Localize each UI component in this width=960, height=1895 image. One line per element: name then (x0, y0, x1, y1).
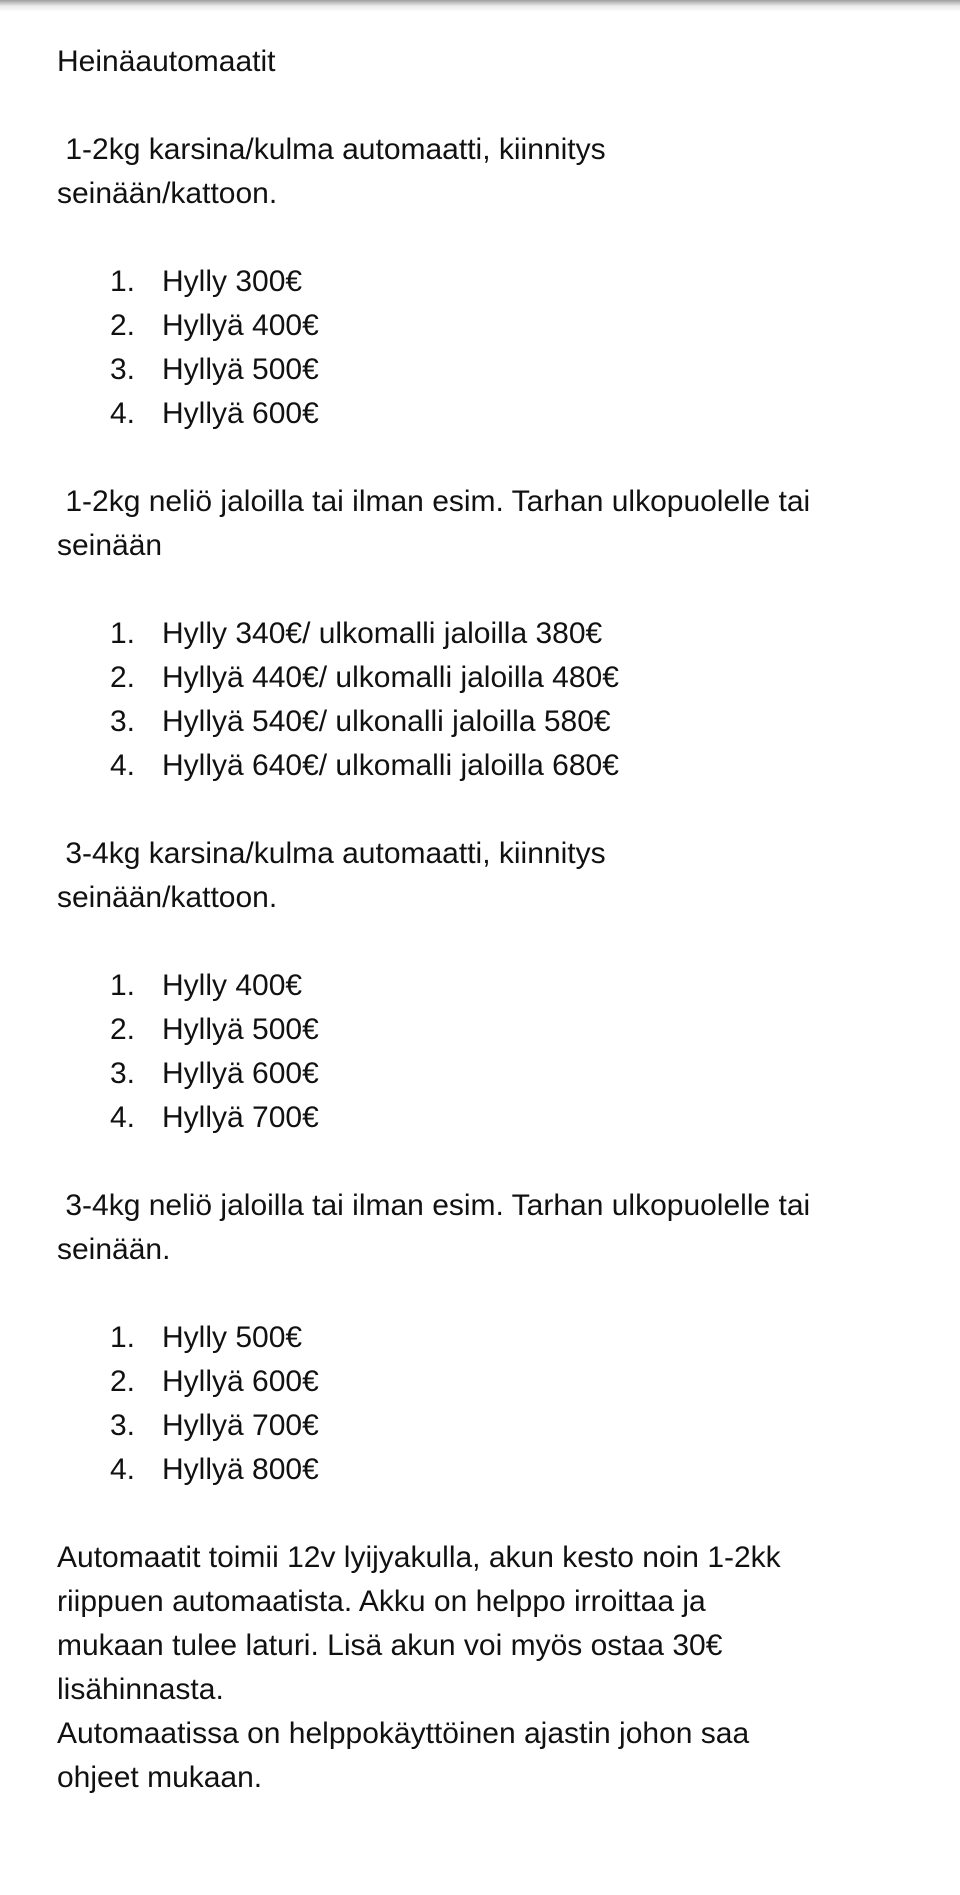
section-4 (57, 1184, 917, 1492)
list-number: 2. (110, 1365, 136, 1398)
list-item (57, 964, 917, 1008)
section-heading-line: seinään/kattoon. (57, 881, 278, 914)
list-item (57, 744, 917, 788)
list-number: 2. (110, 661, 136, 694)
list-number: 1. (110, 969, 136, 1002)
section-heading-line: seinään (57, 529, 163, 562)
list-number: 2. (110, 309, 136, 342)
list-item-text: Hylly 340€/ ulkomalli jaloilla 380€ (162, 617, 603, 650)
list-number: 4. (110, 749, 136, 782)
section-heading-line: 1-2kg neliö jaloilla tai ilman esim. Tarhan ulkopuolelle tai (57, 485, 811, 518)
list-item (57, 392, 917, 436)
list-item (57, 1448, 917, 1492)
section-2 (57, 480, 917, 788)
list-item (57, 1052, 917, 1096)
list-number: 2. (110, 1013, 136, 1046)
note-title: Heinäautomaatit (57, 45, 276, 78)
list-item (57, 1360, 917, 1404)
note-body (57, 40, 917, 1800)
footer-notes (57, 1536, 917, 1800)
price-list (57, 964, 917, 1140)
section-heading-line: 3-4kg neliö jaloilla tai ilman esim. Tarhan ulkopuolelle tai (57, 1189, 811, 1222)
section-heading-line: seinään. (57, 1233, 171, 1266)
list-number: 3. (110, 705, 136, 738)
list-item-text: Hyllyä 600€ (162, 397, 319, 430)
list-number: 4. (110, 1101, 136, 1134)
list-number: 3. (110, 1409, 136, 1442)
list-item-text: Hylly 300€ (162, 265, 303, 298)
section-heading-line: 1-2kg karsina/kulma automaatti, kiinnitys (57, 133, 606, 166)
section-heading (57, 832, 917, 920)
price-list (57, 612, 917, 788)
section-heading (57, 128, 917, 216)
list-item-text: Hyllyä 540€/ ulkonalli jaloilla 580€ (162, 705, 611, 738)
list-item (57, 700, 917, 744)
list-item-text: Hylly 400€ (162, 969, 303, 1002)
section-heading (57, 480, 917, 568)
list-item-text: Hyllyä 600€ (162, 1057, 319, 1090)
section-heading-line: seinään/kattoon. (57, 177, 278, 210)
list-item (57, 656, 917, 700)
list-item-text: Hyllyä 500€ (162, 1013, 319, 1046)
list-item (57, 304, 917, 348)
list-number: 1. (110, 617, 136, 650)
list-number: 3. (110, 353, 136, 386)
list-item-text: Hyllyä 800€ (162, 1453, 319, 1486)
section-heading-line: 3-4kg karsina/kulma automaatti, kiinnitys (57, 837, 606, 870)
top-shadow (0, 0, 960, 12)
section-heading (57, 1184, 917, 1272)
list-number: 4. (110, 397, 136, 430)
price-list (57, 1316, 917, 1492)
list-item (57, 1096, 917, 1140)
list-item-text: Hyllyä 440€/ ulkomalli jaloilla 480€ (162, 661, 619, 694)
list-item-text: Hylly 500€ (162, 1321, 303, 1354)
list-number: 3. (110, 1057, 136, 1090)
list-item (57, 260, 917, 304)
list-number: 4. (110, 1453, 136, 1486)
list-item-text: Hyllyä 600€ (162, 1365, 319, 1398)
footer-line: ohjeet mukaan. (57, 1761, 263, 1794)
list-number: 1. (110, 1321, 136, 1354)
list-item-text: Hyllyä 500€ (162, 353, 319, 386)
list-item-text: Hyllyä 400€ (162, 309, 319, 342)
list-item (57, 1316, 917, 1360)
section-3 (57, 832, 917, 1140)
list-item (57, 348, 917, 392)
list-item-text: Hyllyä 700€ (162, 1409, 319, 1442)
list-item (57, 1404, 917, 1448)
footer-line: lisähinnasta. (57, 1673, 224, 1706)
price-list (57, 260, 917, 436)
list-number: 1. (110, 265, 136, 298)
list-item (57, 1008, 917, 1052)
list-item-text: Hyllyä 700€ (162, 1101, 319, 1134)
list-item-text: Hyllyä 640€/ ulkomalli jaloilla 680€ (162, 749, 619, 782)
footer-line: mukaan tulee laturi. Lisä akun voi myös ostaa 30€ (57, 1629, 723, 1662)
section-1 (57, 128, 917, 436)
footer-line: Automaatit toimii 12v lyijyakulla, akun kesto noin 1-2kk (57, 1541, 781, 1574)
footer-line: riippuen automaatista. Akku on helppo irroittaa ja (57, 1585, 706, 1618)
footer-line: Automaatissa on helppokäyttöinen ajastin johon saa (57, 1717, 750, 1750)
list-item (57, 612, 917, 656)
